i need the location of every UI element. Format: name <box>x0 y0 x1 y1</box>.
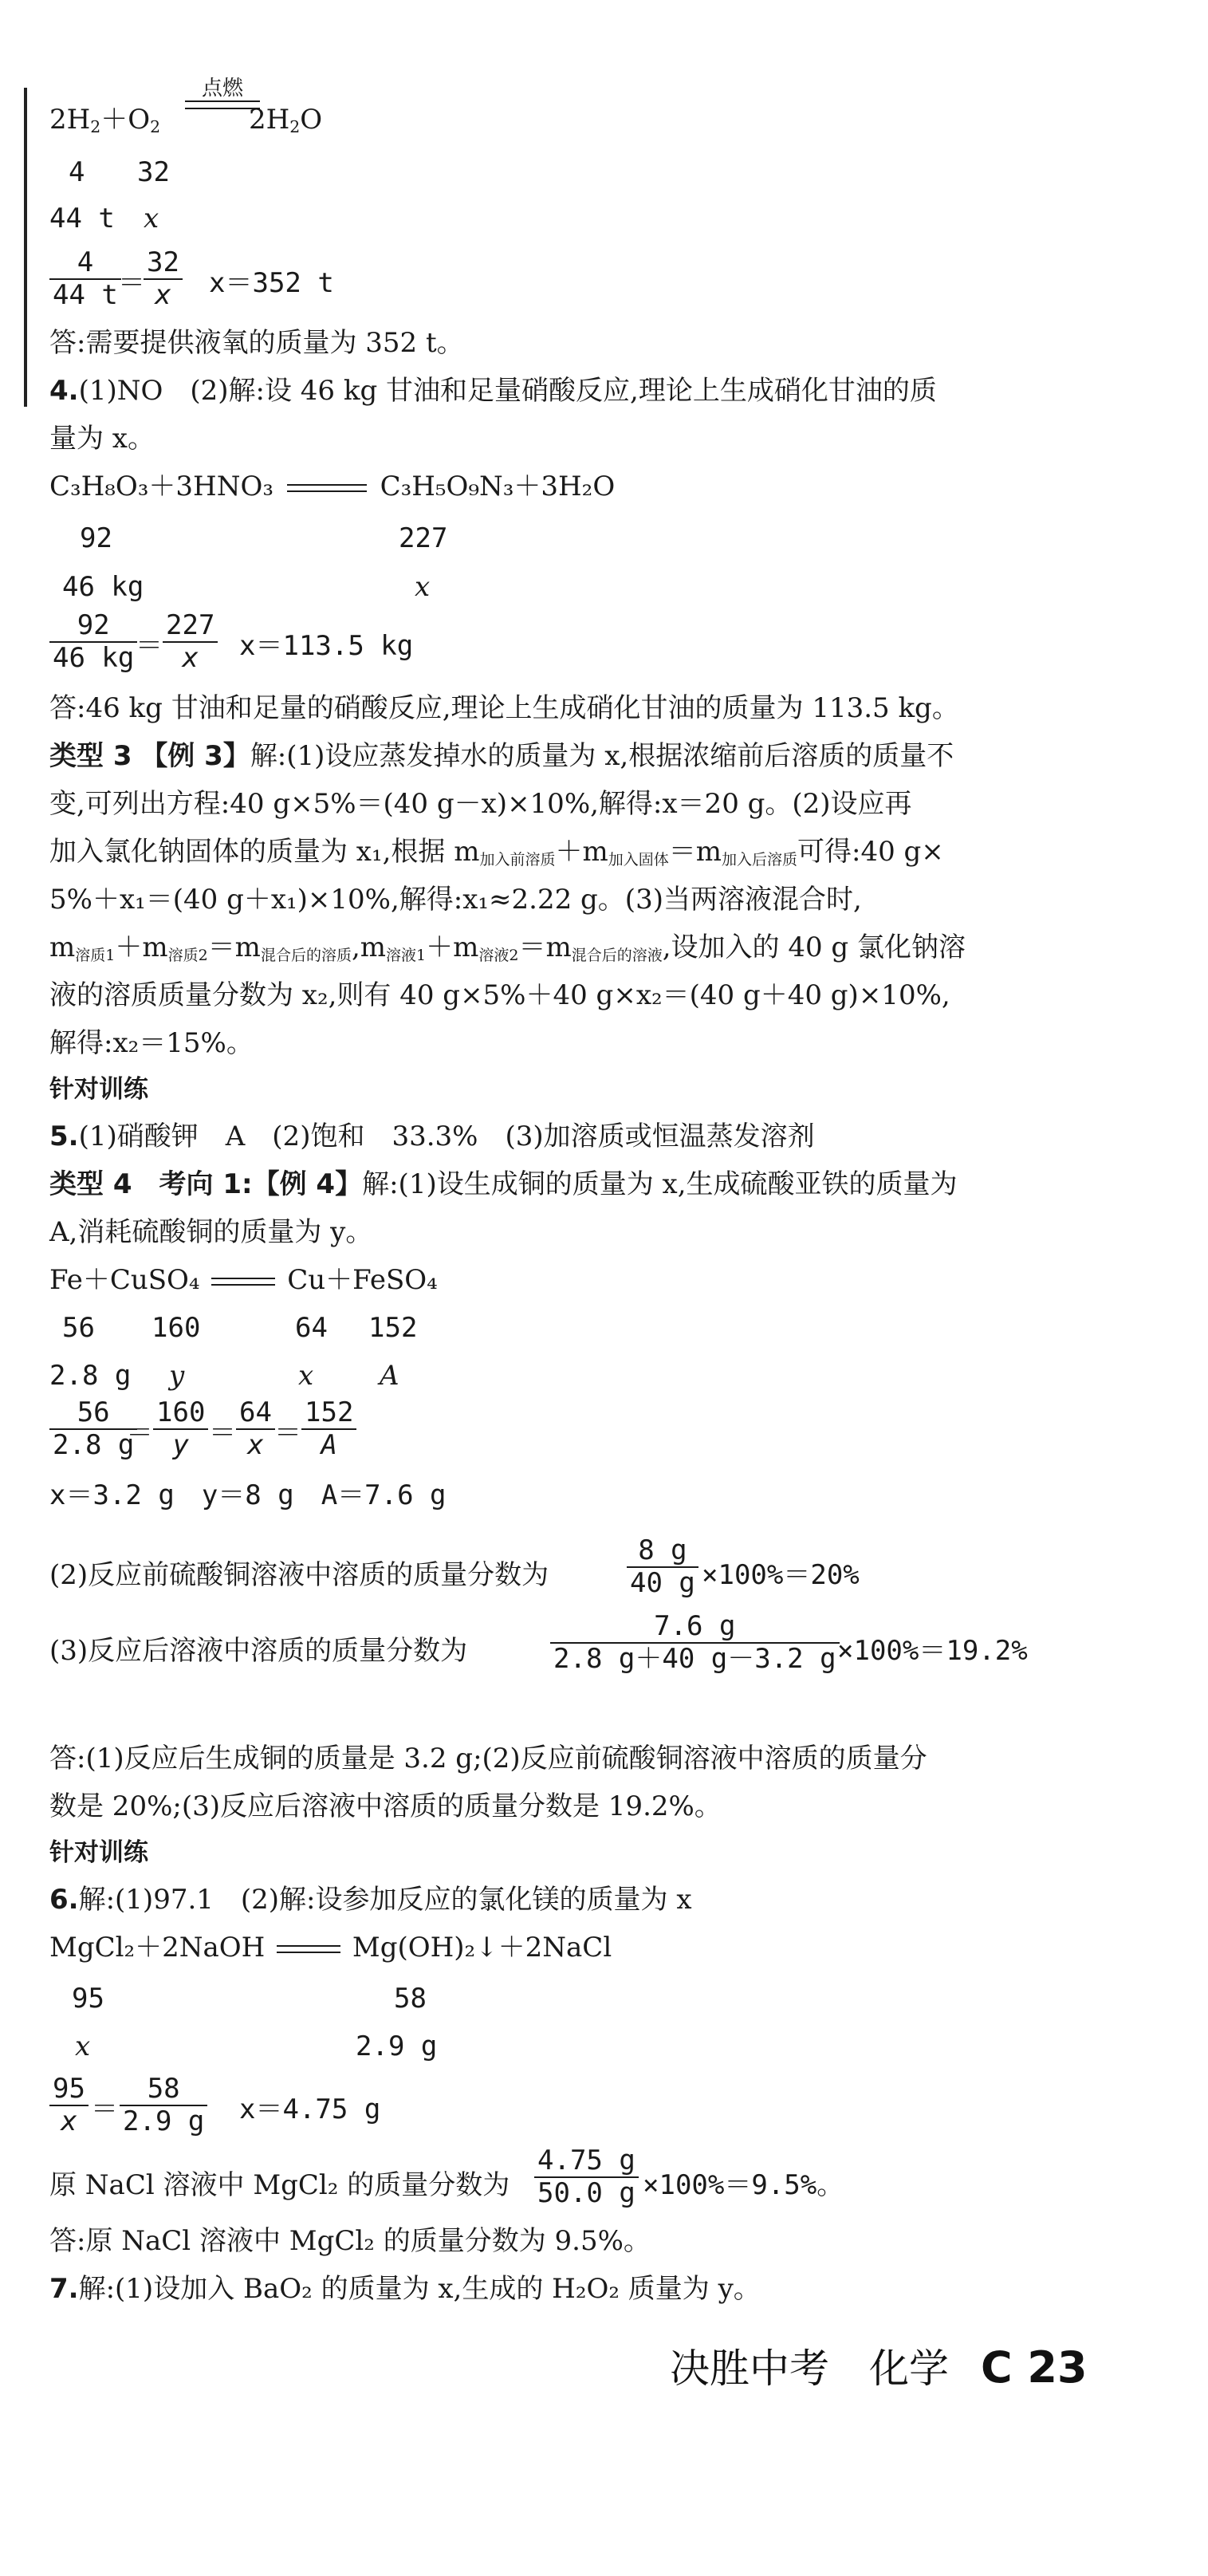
type4-value-2: y <box>169 1360 185 1392</box>
q6-fraction: $\frac{4.75 g}{50.0 g}$ <box>534 2145 639 2209</box>
type4-answer-1: 答:(1)反应后生成铜的质量是 3.2 g;(2)反应前硫酸铜溶液中溶质的质量分 <box>49 1743 927 1774</box>
type4-ratio-eq-2: ＝ <box>209 1417 236 1449</box>
q6-line1: 6.解:(1)97.1 (2)解:设参加反应的氯化镁的质量为 x <box>49 1884 692 1916</box>
q6-ratio-left: $\frac{95}{x}$ <box>49 2074 89 2137</box>
q6-ratio-result: x＝4.75 g <box>239 2093 381 2125</box>
q4-mass-1: 92 <box>80 522 112 554</box>
type4-part3-tail: ×100%＝19.2% <box>837 1635 1028 1667</box>
footer-book-title: 决胜中考 化学 <box>670 2346 949 2392</box>
page-code: C 23 <box>981 2342 1088 2393</box>
type3-line1: 类型 3 【例 3】解:(1)设应蒸发掉水的质量为 x,根据浓缩前后溶质的质量不 <box>49 740 954 772</box>
ratio-eq: ＝ <box>118 267 145 299</box>
q6-fraction-tail: ×100%＝9.5%。 <box>643 2169 844 2201</box>
q4-line1: 4.(1)NO (2)解:设 46 kg 甘油和足量硝酸反应,理论上生成硝化甘油的质 <box>49 375 937 407</box>
type3-line4: 5%＋x₁＝(40 g＋x₁)×10%,解得:x₁≈2.22 g。(3)当两溶液混合时, <box>49 884 862 916</box>
type4-value-1: 2.8 g <box>49 1360 132 1392</box>
ratio-1-result: x＝352 t <box>209 267 334 299</box>
type4-ratio-eq-1: ＝ <box>126 1417 153 1449</box>
type3-line2: 变,可列出方程:40 g×5%＝(40 g－x)×10%,解得:x＝20 g。(2)设应再 <box>49 788 912 820</box>
type4-ratio-eq-3: ＝ <box>274 1417 301 1449</box>
type4-result: x＝3.2 g y＝8 g A＝7.6 g <box>49 1479 447 1511</box>
mass-a: 4 <box>69 156 85 188</box>
type4-part3-fraction: $\frac{7.6 g}{2.8 g+40 g-3.2 g}$ <box>550 1611 840 1675</box>
type4-mass-4: 152 <box>368 1312 418 1344</box>
type4-part2-fraction: $\frac{8 g}{40 g}$ <box>627 1535 698 1599</box>
q6-answer: 答:原 NaCl 溶液中 MgCl₂ 的质量分数为 9.5%。 <box>49 2225 651 2257</box>
type4-ratio-2: $\frac{160}{y}$ <box>153 1397 208 1461</box>
equation-1: $2H_2+O_2$ $2H_2O$ <box>49 104 323 137</box>
q4-answer: 答:46 kg 甘油和足量的硝酸反应,理论上生成硝化甘油的质量为 113.5 kg。 <box>49 692 959 724</box>
type4-ratio-3: $\frac{64}{x}$ <box>236 1397 275 1461</box>
q6-mass-1: 95 <box>72 1983 104 2015</box>
ratio-1-right: $\frac{32}{x}$ <box>144 247 183 311</box>
type3-line3: 加入氯化钠固体的质量为 x₁,根据 $m_{加入前溶质}+m_{加入固体}=m_{加入后溶质}$可得:40 g× <box>49 836 944 869</box>
type4-ratio-4: $\frac{152}{A}$ <box>301 1397 356 1461</box>
q6-fraction-line: 原 NaCl 溶液中 MgCl₂ 的质量分数为 <box>49 2169 510 2201</box>
value-a: 44 t <box>49 203 115 234</box>
q6-ratio-eq: ＝ <box>91 2093 118 2125</box>
q6-ratio-right: $\frac{58}{2.9 g}$ <box>120 2074 207 2137</box>
type4-line1: 类型 4 考向 1:【例 4】解:(1)设生成铜的质量为 x,生成硫酸亚铁的质量为 <box>49 1168 958 1200</box>
type3-line5: $m_{溶质1}+m_{溶质2}=m_{混合后的溶质},m_{溶液1}+m_{溶液2}=m_{混合后的溶液}$,设加入的 40 g 氯化钠溶 <box>49 932 966 964</box>
q4-mass-2: 227 <box>399 522 448 554</box>
q6-mass-2: 58 <box>394 1983 427 2015</box>
q6-equation: MgCl₂＋2NaOH Mg(OH)₂↓＋2NaCl <box>49 1932 612 1964</box>
q4-equation: C₃H₈O₃＋3HNO₃ C₃H₅O₉N₃＋3H₂O <box>49 471 616 502</box>
type4-mass-2: 160 <box>151 1312 201 1344</box>
q4-value-1: 46 kg <box>62 571 144 603</box>
q4-ratio-result: x＝113.5 kg <box>239 630 414 662</box>
mass-b: 32 <box>137 156 170 188</box>
q4-ratio-right: $\frac{227}{x}$ <box>163 610 218 674</box>
page-footer <box>670 2337 1088 2394</box>
reaction-condition: 点燃 <box>185 78 260 109</box>
type3-line6: 液的溶质质量分数为 x₂,则有 40 g×5%＋40 g×x₂＝(40 g＋40 g)×10%, <box>49 979 950 1011</box>
q7: 7.解:(1)设加入 BaO₂ 的质量为 x,生成的 H₂O₂ 质量为 y。 <box>49 2273 761 2305</box>
margin-rule <box>24 88 27 407</box>
training-heading-1: 针对训练 <box>49 1075 148 1104</box>
type4-mass-1: 56 <box>62 1312 95 1344</box>
q6-value-2: 2.9 g <box>356 2030 438 2062</box>
value-b: x <box>144 203 159 234</box>
type3-line7: 解得:x₂＝15%。 <box>49 1027 254 1059</box>
answer-1: 答:需要提供液氧的质量为 352 t。 <box>49 327 464 359</box>
q6-value-1: x <box>75 2030 91 2062</box>
q4-value-2: x <box>415 571 431 603</box>
q4-ratio-left: $\frac{92}{46 kg}$ <box>49 610 137 674</box>
type4-part2: (2)反应前硫酸铜溶液中溶质的质量分数为 <box>49 1559 549 1591</box>
q4-ratio-eq: ＝ <box>136 630 163 662</box>
type4-mass-3: 64 <box>295 1312 328 1344</box>
type4-equation: Fe＋CuSO₄ Cu＋FeSO₄ <box>49 1264 438 1296</box>
type4-line2: A,消耗硫酸铜的质量为 y。 <box>49 1216 373 1248</box>
training-heading-2: 针对训练 <box>49 1838 148 1867</box>
ratio-1-left: $\frac{4}{44 t}$ <box>49 247 121 311</box>
type4-answer-2: 数是 20%;(3)反应后溶液中溶质的质量分数是 19.2%。 <box>49 1790 722 1822</box>
type4-ratio-1: $\frac{56}{2.8 g}$ <box>49 1397 137 1461</box>
type4-value-3: x <box>298 1360 314 1392</box>
q5: 5.(1)硝酸钾 A (2)饱和 33.3% (3)加溶质或恒温蒸发溶剂 <box>49 1121 815 1152</box>
type4-part2-tail: ×100%＝20% <box>702 1559 860 1591</box>
type4-value-4: A <box>380 1360 399 1392</box>
type4-part3: (3)反应后溶液中溶质的质量分数为 <box>49 1635 468 1667</box>
q4-line2: 量为 x。 <box>49 423 155 455</box>
